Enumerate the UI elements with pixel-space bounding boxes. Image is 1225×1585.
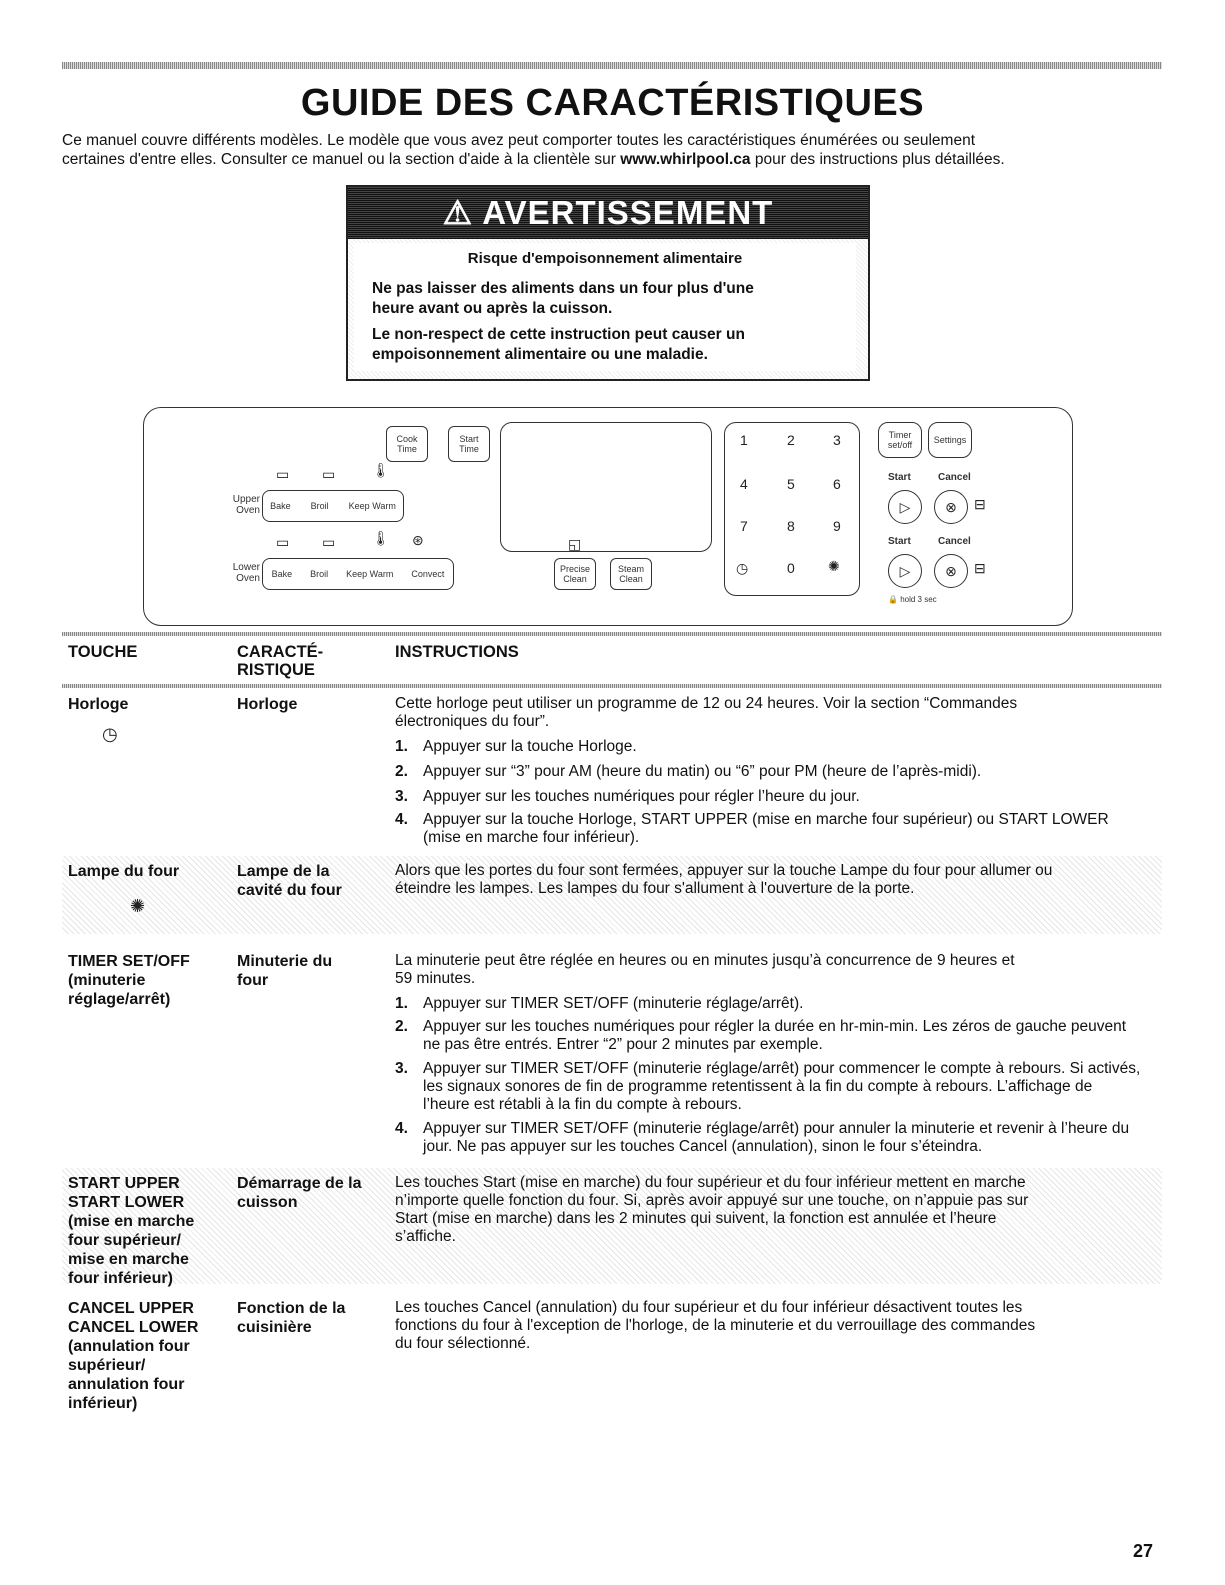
row-timer-feature bbox=[237, 952, 382, 990]
table-top-rule bbox=[62, 632, 1162, 636]
intro-line-2 bbox=[62, 150, 1162, 169]
lower-oven-icon: ⊟ bbox=[974, 560, 986, 576]
key-line: TIMER SET/OFF bbox=[68, 953, 190, 970]
row-cancel-key bbox=[68, 1299, 228, 1413]
step-number: 4. bbox=[395, 1120, 408, 1137]
row-horloge-key: Horloge bbox=[68, 696, 129, 713]
row-lampe-key: Lampe du four bbox=[68, 863, 180, 880]
upper-oven-icon: ⊟ bbox=[974, 496, 986, 512]
feature-line: Minuterie du bbox=[237, 953, 333, 970]
lower-oven-label: Lower Oven bbox=[232, 562, 260, 584]
key-1[interactable]: 1 bbox=[740, 432, 748, 448]
text-line: éteindre les lampes. Les lampes du four s'allument à l'ouverture de la porte. bbox=[395, 880, 915, 897]
key-9[interactable]: 9 bbox=[833, 518, 841, 534]
row-cancel-text bbox=[395, 1299, 1145, 1353]
key-7[interactable]: 7 bbox=[740, 518, 748, 534]
step-number: 1. bbox=[395, 738, 408, 755]
fan-icon: ⊛ bbox=[412, 532, 424, 548]
intro-line-1: Ce manuel couvre différents modèles. Le modèle que vous avez peut comporter toutes les caractéristiques énumérées ou seulement bbox=[62, 132, 975, 149]
cook-time-button[interactable]: Cook Time bbox=[386, 426, 428, 462]
display-screen bbox=[500, 422, 712, 552]
row-start-text bbox=[395, 1174, 1145, 1246]
precise-clean-button[interactable]: Precise Clean bbox=[554, 558, 596, 590]
key-line: START UPPER bbox=[68, 1175, 180, 1192]
key-0[interactable]: 0 bbox=[787, 560, 795, 576]
row-timer-key bbox=[68, 952, 228, 1009]
lower-bake-button[interactable]: Bake bbox=[271, 569, 293, 579]
row-horloge-intro bbox=[395, 695, 1145, 731]
key-2[interactable]: 2 bbox=[787, 432, 795, 448]
text-line: Les touches Cancel (annulation) du four supérieur et du four inférieur désactivent toutes les bbox=[395, 1299, 1023, 1316]
cancel-upper-label: Cancel bbox=[938, 472, 971, 483]
key-line: (minuterie bbox=[68, 972, 146, 989]
key-6[interactable]: 6 bbox=[833, 476, 841, 492]
step-number: 4. bbox=[395, 811, 408, 828]
cancel-lower-label: Cancel bbox=[938, 536, 971, 547]
start-time-button[interactable]: Start Time bbox=[448, 426, 490, 462]
key-line: annulation four bbox=[68, 1376, 185, 1393]
cancel-upper-x-icon[interactable]: ⊗ bbox=[934, 490, 968, 524]
timer-set-off-button[interactable]: Timer set/off bbox=[878, 422, 922, 458]
feature-line: cavité du four bbox=[237, 882, 342, 899]
step-text: Appuyer sur TIMER SET/OFF (minuterie réglage/arrêt) pour commencer le compte à rebours. Si activés, les signaux sonores de fin de programme retentissent à la fin du compte à rebours. L’affichage de l’heure est rétabli à la fin du compte à rebours. bbox=[423, 1060, 1141, 1113]
website-link[interactable]: www.whirlpool.ca bbox=[620, 151, 751, 168]
feature-line: Fonction de la bbox=[237, 1300, 346, 1317]
lower-keep-warm-button[interactable]: Keep Warm bbox=[346, 569, 394, 579]
step-number: 2. bbox=[395, 1018, 408, 1035]
key-line: inférieur) bbox=[68, 1395, 138, 1412]
key-line: (mise en marche bbox=[68, 1213, 195, 1230]
lower-broil-button[interactable]: Broil bbox=[310, 569, 329, 579]
step-text: Appuyer sur TIMER SET/OFF (minuterie réglage/arrêt) pour annuler la minuterie et revenir à l’heure du jour. Ne pas appuyer sur les touches Cancel (annulation), sinon le four s’éteindra. bbox=[423, 1120, 1130, 1155]
intro-text-end: pour des instructions plus détaillées. bbox=[750, 151, 1005, 168]
upper-keep-warm-button[interactable]: Keep Warm bbox=[348, 501, 396, 511]
page-number: 27 bbox=[1132, 1541, 1153, 1561]
header-instructions: INSTRUCTIONS bbox=[395, 643, 519, 661]
warning-header-text: AVERTISSEMENT bbox=[482, 194, 774, 231]
feature-line: cuisson bbox=[237, 1194, 298, 1211]
key-line: START LOWER bbox=[68, 1194, 185, 1211]
start-lower-play-icon[interactable]: ▷ bbox=[888, 554, 922, 588]
convect-button[interactable]: Convect bbox=[411, 569, 445, 579]
top-rule bbox=[62, 62, 1162, 69]
text-line: n’importe quelle fonction du four. Si, après avoir appuyé sur une touche, on n’appuie pas sur bbox=[395, 1192, 1029, 1209]
step-text: Appuyer sur la touche Horloge. bbox=[423, 738, 637, 755]
intro-line: 59 minutes. bbox=[395, 970, 476, 987]
bake-icon: ▭ bbox=[276, 534, 290, 550]
warning-line: Ne pas laisser des aliments dans un four plus d'une bbox=[372, 280, 754, 297]
row-start-feature bbox=[237, 1174, 382, 1212]
key-line: four supérieur/ bbox=[68, 1232, 181, 1249]
intro-line: Cette horloge peut utiliser un programme de 12 ou 24 heures. Voir la section “Commandes bbox=[395, 695, 1018, 712]
warning-body bbox=[354, 243, 856, 371]
step-text: Appuyer sur “3” pour AM (heure du matin) ou “6” pour PM (heure de l’après-midi). bbox=[423, 763, 982, 780]
row-horloge-feature: Horloge bbox=[237, 696, 298, 713]
oven-light-key-icon[interactable]: ✺ bbox=[828, 558, 840, 574]
broil-icon: ▭ bbox=[322, 466, 336, 482]
key-line: four inférieur) bbox=[68, 1270, 173, 1287]
upper-bake-button[interactable]: Bake bbox=[270, 501, 291, 511]
start-lower-label: Start bbox=[888, 536, 911, 547]
warning-line: empoisonnement alimentaire ou une maladie. bbox=[372, 346, 708, 363]
step-text: Appuyer sur les touches numériques pour régler la durée en hr-min-min. Les zéros de gauche peuvent ne pas être entrés. Entrer “2” pour 2 minutes par exemple. bbox=[423, 1018, 1127, 1053]
lock-hold-label[interactable] bbox=[888, 594, 937, 605]
key-4[interactable]: 4 bbox=[740, 476, 748, 492]
header-caracteristique-line-2: RISTIQUE bbox=[237, 661, 315, 679]
upper-broil-button[interactable]: Broil bbox=[310, 501, 329, 511]
thermometer-icon: 🌡 bbox=[372, 530, 390, 546]
text-line: Les touches Start (mise en marche) du four supérieur et du four inférieur mettent en marche bbox=[395, 1174, 1026, 1191]
warning-box bbox=[346, 185, 870, 381]
start-upper-label: Start bbox=[888, 472, 911, 483]
key-line: (annulation four bbox=[68, 1338, 190, 1355]
step-number: 3. bbox=[395, 1060, 408, 1077]
warning-subtitle: Risque d'empoisonnement alimentaire bbox=[467, 250, 743, 267]
step-text: Appuyer sur les touches numériques pour régler l’heure du jour. bbox=[423, 788, 860, 805]
feature-line: Démarrage de la bbox=[237, 1175, 362, 1192]
hold-text: hold 3 sec bbox=[900, 595, 937, 604]
feature-line: Lampe de la bbox=[237, 863, 330, 880]
feature-line: four bbox=[237, 972, 269, 989]
lock-icon: 🔒 bbox=[888, 595, 898, 604]
control-panel-diagram bbox=[143, 407, 1073, 626]
settings-button[interactable]: Settings bbox=[928, 422, 972, 458]
steam-clean-button[interactable]: Steam Clean bbox=[610, 558, 652, 590]
bake-icon: ▭ bbox=[276, 466, 290, 482]
cancel-lower-x-icon[interactable]: ⊗ bbox=[934, 554, 968, 588]
step-text: Appuyer sur la touche Horloge, START UPPER (mise en marche four supérieur) ou START LOWER (mise en marche four inférieur). bbox=[423, 811, 1109, 846]
oven-light-button-icon[interactable]: ◱ bbox=[568, 536, 582, 552]
row-lampe-feature bbox=[237, 862, 382, 900]
clock-key-icon[interactable]: ◷ bbox=[736, 560, 749, 576]
intro-line: électroniques du four”. bbox=[395, 713, 550, 730]
header-touche: TOUCHE bbox=[68, 643, 138, 661]
header-caracteristique-line-1: CARACTÉ- bbox=[237, 643, 324, 661]
text-line: du four sélectionné. bbox=[395, 1335, 531, 1352]
warning-line: Le non-respect de cette instruction peut causer un bbox=[372, 326, 745, 343]
row-cancel-feature bbox=[237, 1299, 382, 1337]
key-8[interactable]: 8 bbox=[787, 518, 795, 534]
key-line: réglage/arrêt) bbox=[68, 991, 171, 1008]
feature-line: cuisinière bbox=[237, 1319, 312, 1336]
key-3[interactable]: 3 bbox=[833, 432, 841, 448]
intro-paragraph bbox=[62, 131, 1162, 169]
warning-triangle-icon: ⚠ bbox=[442, 194, 474, 231]
lower-oven-buttons bbox=[262, 558, 454, 590]
intro-line: La minuterie peut être réglée en heures ou en minutes jusqu’à concurrence de 9 heures et bbox=[395, 952, 1015, 969]
header-caracteristique bbox=[237, 643, 323, 679]
intro-text: certaines d'entre elles. Consulter ce manuel ou la section d'aide à la clientèle sur bbox=[62, 151, 621, 168]
step-text: Appuyer sur TIMER SET/OFF (minuterie réglage/arrêt). bbox=[423, 995, 804, 1012]
clock-icon: ◷ bbox=[102, 724, 118, 744]
text-line: Start (mise en marche) dans les 2 minutes qui suivent, la fonction est annulée et l’heure bbox=[395, 1210, 997, 1227]
broil-icon: ▭ bbox=[322, 534, 336, 550]
header-bottom-rule bbox=[62, 684, 1162, 688]
text-line: Alors que les portes du four sont fermées, appuyer sur la touche Lampe du four pour allumer ou bbox=[395, 862, 1053, 879]
step-number: 2. bbox=[395, 763, 408, 780]
step-number: 3. bbox=[395, 788, 408, 805]
start-upper-play-icon[interactable]: ▷ bbox=[888, 490, 922, 524]
row-start-key bbox=[68, 1174, 228, 1288]
text-line: s’affiche. bbox=[395, 1228, 456, 1245]
row-timer-intro bbox=[395, 952, 1145, 988]
upper-oven-label: Upper Oven bbox=[232, 494, 260, 516]
thermometer-icon: 🌡 bbox=[372, 462, 390, 478]
warning-line: heure avant ou après la cuisson. bbox=[372, 300, 613, 317]
key-line: mise en marche bbox=[68, 1251, 189, 1268]
step-number: 1. bbox=[395, 995, 408, 1012]
upper-oven-buttons bbox=[262, 490, 404, 522]
text-line: fonctions du four à l'exception de l'horloge, de la minuterie et du verrouillage des commandes bbox=[395, 1317, 1036, 1334]
warning-header bbox=[348, 187, 868, 239]
row-lampe-text bbox=[395, 862, 1145, 898]
page-title: GUIDE DES CARACTÉRISTIQUES bbox=[300, 82, 925, 124]
key-line: supérieur/ bbox=[68, 1357, 146, 1374]
key-line: CANCEL LOWER bbox=[68, 1319, 199, 1336]
oven-light-icon: ✺ bbox=[130, 896, 146, 916]
key-5[interactable]: 5 bbox=[787, 476, 795, 492]
key-line: CANCEL UPPER bbox=[68, 1300, 194, 1317]
